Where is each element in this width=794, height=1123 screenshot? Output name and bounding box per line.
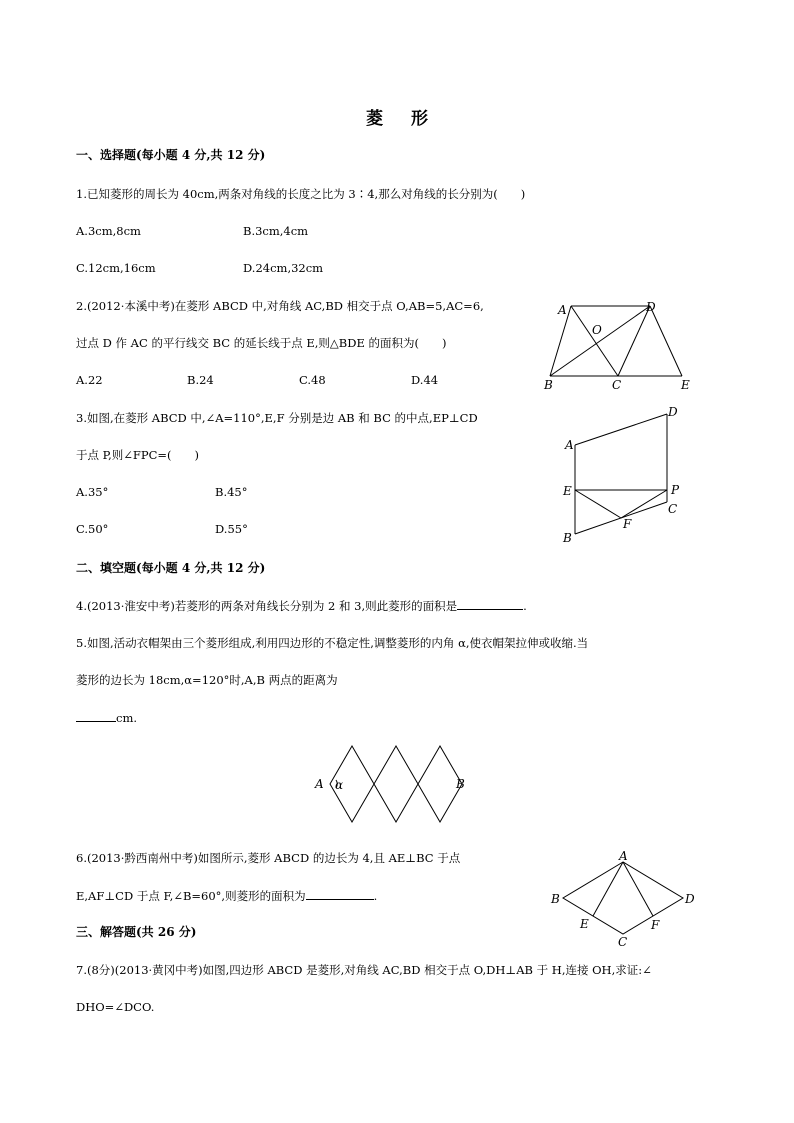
title-char-1: 菱 (366, 109, 383, 129)
q2-label-d: D (646, 300, 656, 314)
q1-option-c: C.12cm,16cm (76, 261, 156, 275)
q3-line1: 3.如图,在菱形 ABCD 中,∠A=110°,E,F 分别是边 AB 和 BC 的中点,EP⊥CD (76, 411, 478, 425)
title-char-2: 形 (411, 109, 428, 129)
q3-label-c: C (668, 502, 678, 516)
page-title (0, 104, 794, 129)
q5-answer-blank[interactable] (76, 710, 116, 722)
q3-label-d: D (668, 405, 678, 419)
q2-figure (538, 292, 708, 392)
q6-label-b: B (551, 892, 560, 906)
q6-label-d: D (685, 892, 695, 906)
q3-option-c: C.50° (76, 522, 109, 536)
q4-answer-blank[interactable] (457, 598, 523, 610)
q3-figure (558, 402, 690, 548)
section-heading-answer: 三、解答题(共 26 分) (76, 925, 197, 939)
q6-end: . (373, 889, 378, 903)
q1-stem: 1.已知菱形的周长为 40cm,两条对角线的长度之比为 3∶4,那么对角线的长分别为( ) (76, 187, 526, 201)
q6-figure (548, 848, 704, 950)
q5-label-b: B (456, 777, 465, 791)
q3-label-p: P (671, 483, 680, 497)
q4-text: 4.(2013·淮安中考)若菱形的两条对角线长分别为 2 和 3,则此菱形的面积是 (76, 599, 458, 613)
section-heading-choice: 一、选择题(每小题 4 分,共 12 分) (76, 148, 266, 162)
q2-label-b: B (544, 378, 553, 392)
q6-label-c: C (618, 935, 628, 949)
q2-option-d: D.44 (411, 373, 439, 387)
section-heading-fill: 二、填空题(每小题 4 分,共 12 分) (76, 561, 266, 575)
q6-line1: 6.(2013·黔西南州中考)如图所示,菱形 ABCD 的边长为 4,且 AE⊥BC 于点 (76, 851, 461, 865)
q3-option-d: D.55° (215, 522, 248, 536)
q3-label-e: E (563, 484, 572, 498)
q3-option-b: B.45° (215, 485, 248, 499)
q1-option-b: B.3cm,4cm (243, 224, 309, 238)
q2-line2: 过点 D 作 AC 的平行线交 BC 的延长线于点 E,则△BDE 的面积为( ) (76, 336, 447, 350)
q7-line1: 7.(8分)(2013·黄冈中考)如图,四边形 ABCD 是菱形,对角线 AC,BD 相交于点 O,DH⊥AB 于 H,连接 OH,求证:∠ (76, 963, 652, 977)
q3-line2: 于点 P,则∠FPC=( ) (76, 448, 199, 462)
q1-option-a: A.3cm,8cm (76, 224, 141, 238)
q5-line2: 菱形的边长为 18cm,α=120°时,A,B 两点的距离为 (76, 673, 338, 687)
q5-unit: cm. (116, 711, 138, 725)
q6-label-f: F (651, 918, 660, 932)
q2-label-a: A (558, 303, 567, 317)
q3-label-b: B (563, 531, 572, 545)
q6-line2 (76, 888, 377, 903)
q5-label-alpha: α (335, 778, 344, 792)
q1-option-d: D.24cm,32cm (243, 261, 324, 275)
q7-line2: DHO=∠DCO. (76, 1000, 155, 1014)
q2-line1: 2.(2012·本溪中考)在菱形 ABCD 中,对角线 AC,BD 相交于点 O,AB=5,AC=6, (76, 299, 484, 313)
q6-answer-blank[interactable] (306, 888, 374, 900)
q2-label-c: C (612, 378, 622, 392)
q4-end: . (523, 599, 527, 613)
q3-option-a: A.35° (76, 485, 109, 499)
q2-label-o: O (592, 323, 602, 337)
q2-option-c: C.48 (299, 373, 326, 387)
q2-option-b: B.24 (187, 373, 214, 387)
q3-label-a: A (565, 438, 574, 452)
q3-label-f: F (623, 517, 632, 531)
q5-figure (308, 740, 474, 828)
q2-label-e: E (681, 378, 690, 392)
q4-line (76, 598, 527, 613)
q5-line1: 5.如图,活动衣帽架由三个菱形组成,利用四边形的不稳定性,调整菱形的内角 α,使衣帽架拉伸或收缩.当 (76, 636, 589, 650)
q6-text: E,AF⊥CD 于点 F,∠B=60°,则菱形的面积为 (76, 889, 306, 903)
q2-option-a: A.22 (76, 373, 103, 387)
q5-label-a: A (315, 777, 324, 791)
q6-label-a: A (619, 849, 628, 863)
q5-line3 (76, 710, 137, 725)
q6-label-e: E (580, 917, 589, 931)
